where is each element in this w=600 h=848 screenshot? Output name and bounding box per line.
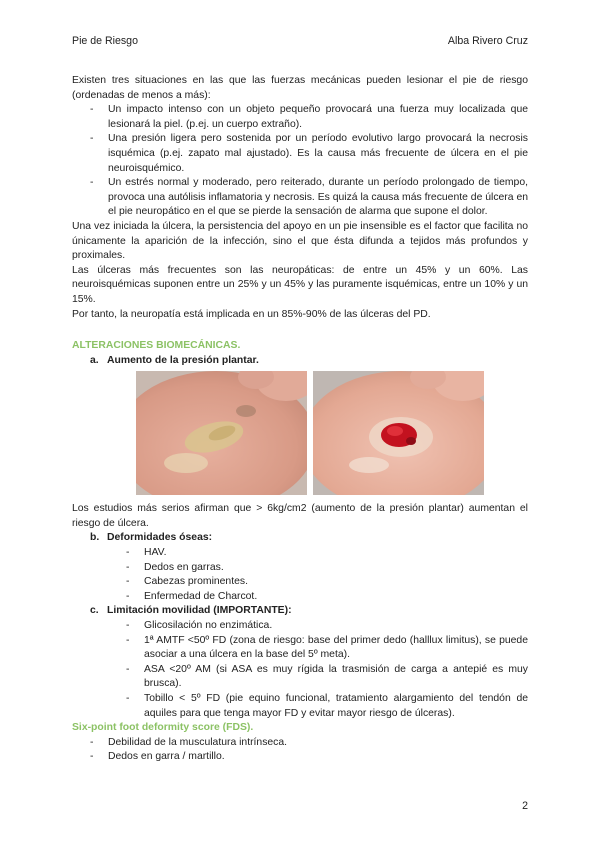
subheading-c xyxy=(72,604,528,619)
fds-list xyxy=(72,736,528,765)
list-item: - Enfermedad de Charcot. xyxy=(144,590,528,605)
list-item: - Un estrés normal y moderado, pero reiterado, durante un período prolongado de tiempo, provoca una autólisis inflamatoria y necrosis. Es quizá la causa más frecuente de úlcera en el pie neuropático en el que se pierde la sensación de alarma que supone el dolor. xyxy=(108,176,528,220)
subheading-a xyxy=(72,354,528,369)
subheading-letter: a. xyxy=(90,354,99,366)
paragraph: Por tanto, la neuropatía está implicada en un 85%-90% de las úlceras del PD. xyxy=(72,308,431,320)
list-item: - ASA <20º AM (si ASA es muy rígida la trasmisión de carga a antepié es muy brusca). xyxy=(144,663,528,692)
section-heading-fds: Six-point foot deformity score (FDS). xyxy=(72,722,254,734)
paragraph: Una vez iniciada la úlcera, la persistencia del apoyo en un pie insensible es el factor que facilita no únicamente la aparición de la infección, sino el que ésta difunda a tejidos más profundos y proximales. xyxy=(72,220,528,262)
list-item: - HAV. xyxy=(144,546,528,561)
list-item: - Dedos en garras. xyxy=(144,561,528,576)
section-heading-biomecanicas: ALTERACIONES BIOMECÁNICAS. xyxy=(72,340,241,352)
paragraph: Los estudios más serios afirman que > 6kg/cm2 (aumento de la presión plantar) aumentan el riesgo de úlcera. xyxy=(72,503,528,529)
movilidad-list xyxy=(72,619,528,721)
header-author: Alba Rivero Cruz xyxy=(447,35,528,47)
intro-list xyxy=(72,103,528,220)
deformidades-list xyxy=(72,546,528,604)
subheading-b xyxy=(72,531,528,546)
paragraph: Las úlceras más frecuentes son las neuropáticas: de entre un 45% y un 60%. Las neuroisquémicas suponen entre un 25% y un 45% y las puramente isquémicas, entre un 10% y un 15%. xyxy=(72,264,528,305)
subheading-title: Deformidades óseas: xyxy=(107,532,213,544)
list-item: - Dedos en garra / martillo. xyxy=(108,750,528,765)
page-content xyxy=(72,74,528,765)
list-item: - Un impacto intenso con un objeto pequeño provocará una fuerza muy localizada que lesionará la piel. (p.ej. un cuerpo extraño). xyxy=(108,103,528,132)
intro-text: Existen tres situaciones en las que las fuerzas mecánicas pueden lesionar el pie de riesgo (ordenadas de menos a más): xyxy=(72,75,528,101)
list-item: - Tobillo < 5º FD (pie equino funcional, tratamiento alargamiento del tendón de aquiles para que tenga mayor FD y evitar mayor riesgo de úlceras). xyxy=(144,692,528,721)
subheading-letter: c. xyxy=(90,605,99,617)
subheading-title: Aumento de la presión plantar. xyxy=(107,354,259,366)
list-item: - Glicosilación no enzimática. xyxy=(144,619,528,634)
ulcer-photos xyxy=(136,371,528,495)
list-item: - Una presión ligera pero sostenida por un período evolutivo largo provocará la necrosis isquémica (p.ej. zapato mal ajustado). Es la causa más frecuente de úlcera en el pie neuroisquémico. xyxy=(108,132,528,176)
list-item: - Cabezas prominentes. xyxy=(144,575,528,590)
foot-ulcer-photo-after xyxy=(313,371,484,495)
subheading-title: Limitación movilidad (IMPORTANTE): xyxy=(107,605,292,617)
header-title: Pie de Riesgo xyxy=(72,35,138,47)
list-item: - Debilidad de la musculatura intrínseca. xyxy=(108,736,528,751)
list-item: - 1ª AMTF <50º FD (zona de riesgo: base del primer dedo (halllux limitus), se puede asociar a una úlcera en la base del 5º meta). xyxy=(144,634,528,663)
foot-ulcer-photo-before xyxy=(136,371,307,495)
subheading-letter: b. xyxy=(90,532,100,544)
page-header xyxy=(72,34,528,50)
page-number: 2 xyxy=(522,800,528,812)
